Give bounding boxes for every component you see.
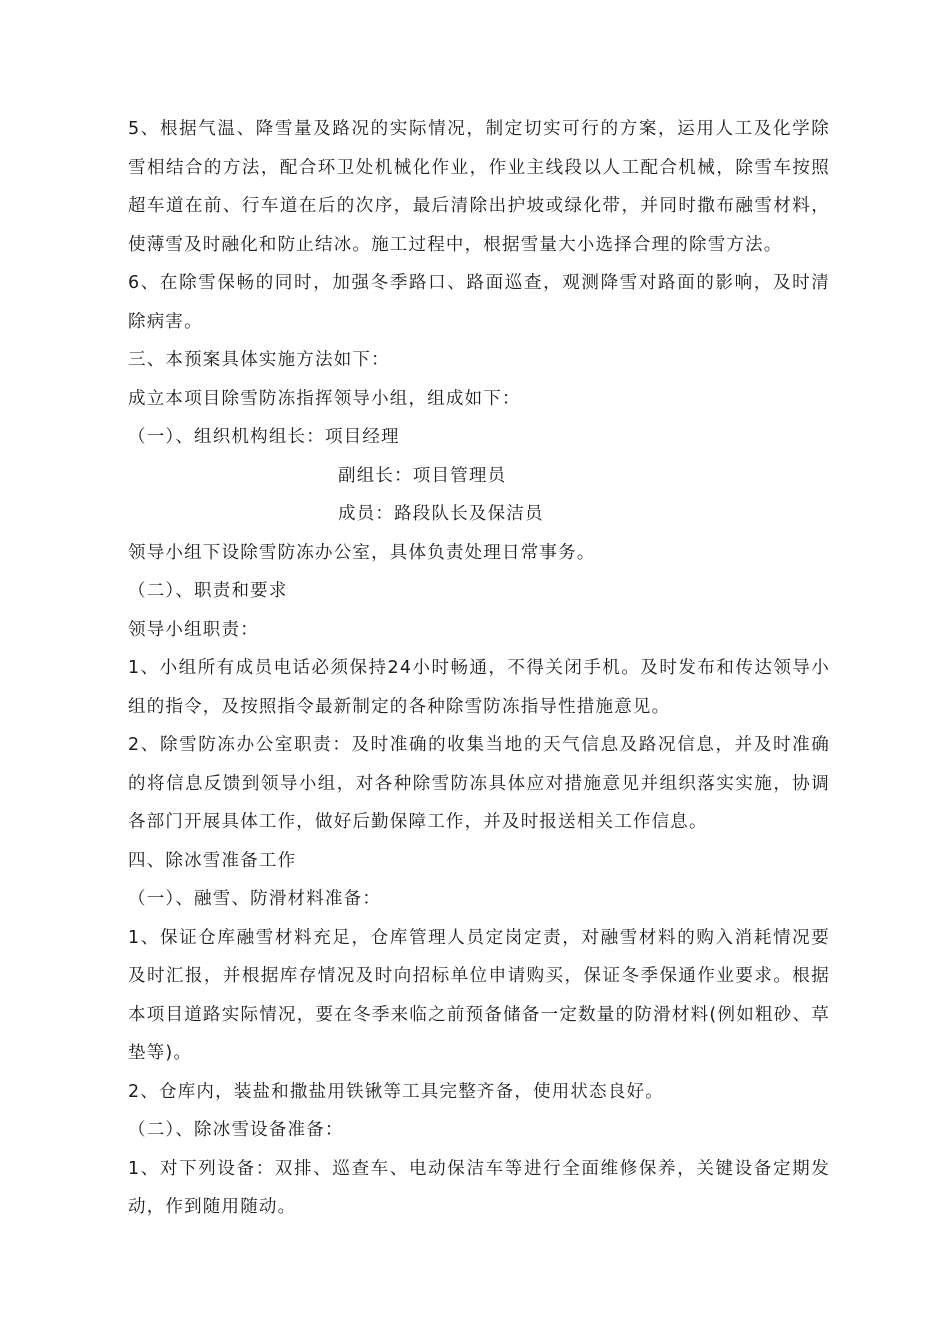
role-deputy-leader: 副组长：项目管理员 (338, 465, 507, 486)
paragraph-materials-item-1: 1、保证仓库融雪材料充足，仓库管理人员定岗定责，对融雪材料的购入消耗情况要及时汇报，并根据库存情况及时向招标单位申请购买，保证冬季保通作业要求。根据本项目道路实际情况，要在冬季来临之前预备储备一定数量的防滑材料(例如粗砂、草垫等)。 (128, 927, 830, 1063)
subsection-organization-leader: （一）、组织机构组长：项目经理 (128, 427, 400, 447)
paragraph-office-setup: 领导小组下设除雪防冻办公室，具体负责处理日常事务。 (128, 542, 596, 563)
paragraph-duty-item-2: 2、除雪防冻办公室职责：及时准确的收集当地的天气信息及路况信息，并及时准确的将信息反馈到领导小组，对各种除雪防冻具体应对措施意见并组织落实实施，协调各部门开展具体工作，做好后勤保障工作，并及时报送相关工作信息。 (128, 735, 830, 832)
paragraph-equipment-item-1: 1、对下列设备：双排、巡查车、电动保洁车等进行全面维修保养，关键设备定期发动，作到随用随动。 (128, 1158, 830, 1217)
paragraph-item-5: 5、根据气温、降雪量及路况的实际情况，制定切实可行的方案，运用人工及化学除雪相结合的方法，配合环卫处机械化作业，作业主线段以人工配合机械，除雪车按照超车道在前、行车道在后的次序，最后清除出护坡或绿化带，并同时撒布融雪材料，使薄雪及时融化和防止结冰。施工过程中，根据雪量大小选择合理的除雪方法。 (128, 119, 830, 255)
document-body (128, 110, 830, 1227)
subsection-duties-heading: （二）、职责和要求 (128, 581, 288, 601)
section-heading-3: 三、本预案具体实施方法如下： (128, 350, 390, 370)
paragraph-group-intro: 成立本项目除雪防冻指挥领导小组，组成如下： (128, 388, 521, 409)
subsection-equipment-heading: （二）、除冰雪设备准备： (128, 1120, 344, 1140)
subsection-materials-heading: （一）、融雪、防滑材料准备： (128, 889, 382, 909)
paragraph-materials-item-2: 2、仓库内，装盐和撒盐用铁锹等工具完整齐备，使用状态良好。 (128, 1081, 664, 1102)
paragraph-leadership-duties-label: 领导小组职责： (128, 619, 259, 640)
paragraph-item-6: 6、在除雪保畅的同时，加强冬季路口、路面巡查，观测降雪对路面的影响，及时清除病害。 (128, 273, 830, 332)
paragraph-duty-item-1: 1、小组所有成员电话必须保持24小时畅通，不得关闭手机。及时发布和传达领导小组的指令，及按照指令最新制定的各种除雪防冻指导性措施意见。 (128, 658, 830, 717)
role-members: 成员：路段队长及保洁员 (338, 504, 544, 524)
section-heading-4: 四、除冰雪准备工作 (128, 850, 297, 871)
